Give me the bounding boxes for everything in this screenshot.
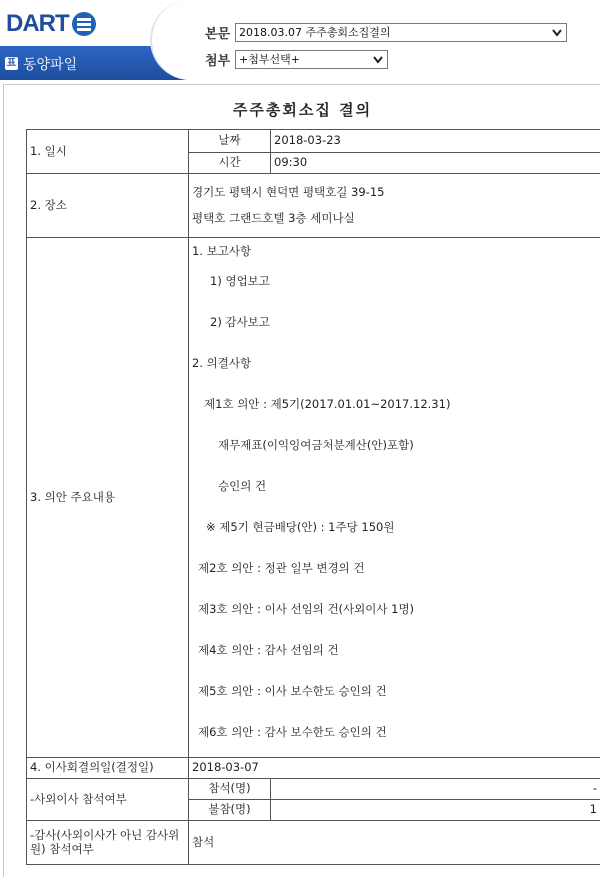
board-date-label: 4. 이사회결의일(결정일) <box>27 758 189 779</box>
table-row <box>27 758 600 779</box>
place-value <box>189 174 600 238</box>
agenda-line: 제4호 의안 : 감사 선임의 건 <box>198 643 339 658</box>
chevron-down-icon <box>551 26 563 39</box>
attachment-select[interactable] <box>235 50 388 69</box>
agenda-label: 3. 의안 주요내용 <box>27 238 189 758</box>
agenda-line: 제5호 의안 : 이사 보수한도 승인의 건 <box>198 684 387 699</box>
agenda-line: 제1호 의안 : 제5기(2017.01.01~2017.12.31) <box>204 397 451 412</box>
auditor-label: -감사(사외이사가 아닌 감사위원) 참석여부 <box>27 821 189 865</box>
viewer-header <box>0 0 600 80</box>
agenda-line: 2. 의결사항 <box>192 356 252 371</box>
table-row <box>27 238 600 758</box>
agenda-line: 제6호 의안 : 감사 보수한도 승인의 건 <box>198 725 387 740</box>
agenda-line: 제2호 의안 : 정관 일부 변경의 건 <box>198 561 365 576</box>
disclosure-table <box>26 129 600 865</box>
main-document-select[interactable] <box>235 23 567 42</box>
agenda-line: 1. 보고사항 <box>192 243 252 258</box>
agenda-line: 1) 영업보고 <box>210 274 270 289</box>
agenda-line: ※ 제5기 현금배당(안) : 1주당 150원 <box>206 520 395 535</box>
company-name: 동양파일 <box>23 57 78 73</box>
present-label: 참석(명) <box>189 779 271 800</box>
date-label: 날짜 <box>189 130 271 153</box>
attachment-selected: +첨부선택+ <box>239 53 300 66</box>
outside-director-label: -사외이사 참석여부 <box>27 779 189 821</box>
place-label: 2. 장소 <box>27 174 189 238</box>
table-row <box>27 821 600 865</box>
agenda-line: 제3호 의안 : 이사 선임의 건(사외이사 1명) <box>198 602 415 617</box>
present-value: - <box>271 779 600 800</box>
time-label: 시간 <box>189 153 271 174</box>
agenda-line: 승인의 건 <box>218 479 267 494</box>
dart-logo-icon <box>72 12 96 36</box>
date-time-label: 1. 일시 <box>27 130 189 174</box>
main-document-row <box>205 22 567 42</box>
place-line: 평택호 그랜드호텔 3층 세미나실 <box>192 210 355 225</box>
document-frame <box>3 84 600 877</box>
table-row <box>27 779 600 800</box>
table-row <box>27 130 600 153</box>
auditor-value: 참석 <box>189 821 600 865</box>
agenda-line: 2) 감사보고 <box>210 315 270 330</box>
chevron-down-icon <box>372 53 384 66</box>
place-line: 경기도 평택시 현덕면 평택호길 39-15 <box>192 184 385 199</box>
agenda-value <box>189 238 600 758</box>
absent-value: 1 <box>271 800 600 821</box>
date-value: 2018-03-23 <box>271 130 600 153</box>
absent-label: 불참(명) <box>189 800 271 821</box>
main-document-label: 본문 <box>205 26 231 42</box>
attachment-row <box>205 49 388 69</box>
table-row <box>27 174 600 238</box>
agenda-line: 재무제표(이익잉여금처분계산(안)포함) <box>218 438 414 453</box>
dart-logo: DART <box>6 10 69 37</box>
board-date-value: 2018-03-07 <box>189 758 600 779</box>
main-document-selected: 2018.03.07 주주총회소집결의 <box>239 26 391 39</box>
document-title: 주주총회소집 결의 <box>232 101 373 119</box>
attachment-label: 첨부 <box>205 53 231 69</box>
company-icon: 표 <box>6 58 17 69</box>
time-value: 09:30 <box>271 153 600 174</box>
